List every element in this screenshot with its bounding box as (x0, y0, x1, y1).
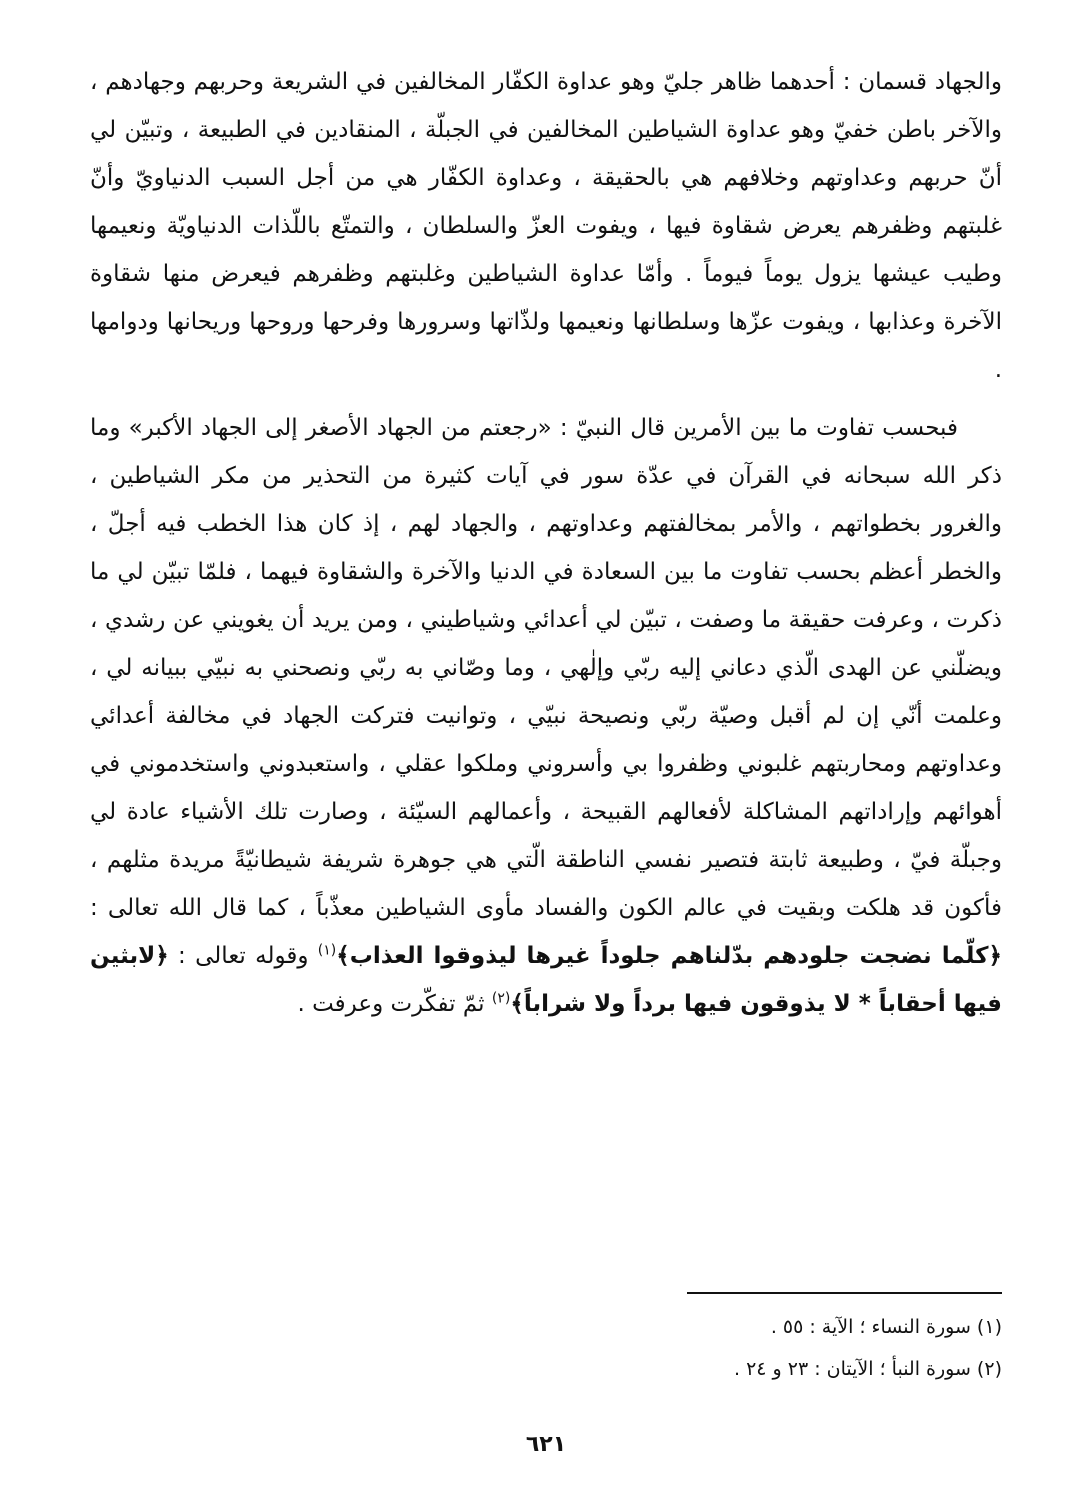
paragraph-2-text: فبحسب تفاوت ما بين الأمرين قال النبيّ : «رجعتم من الجهاد الأصغر إلى الجهاد الأكبر» وما ذكر الله سبحانه في القرآن في عدّة سور في آيات كثيرة من التحذير من مكر الشياطين ، والغرور بخطواتهم ، والأمر بمخالفتهم وعداوتهم ، والجهاد لهم ، إذ كان هذا الخطب فيه أجلّ ، والخطر أعظم بحسب تفاوت ما بين السعادة في الدنيا والآخرة والشقاوة فيهما ، فلمّا تبيّن لي ما ذكرت ، وعرفت حقيقة ما وصفت ، تبيّن لي أعدائي وشياطيني ، ومن يريد أن يغويني عن رشدي ، ويضلّني عن الهدى الّذي دعاني إليه ربّي وإلٰهي ، وما وصّاني به ربّي ونصحني به نبيّي ببيانه لي ، وعلمت أنّي إن لم أقبل وصيّة ربّي ونصيحة نبيّي ، وتوانيت فتركت الجهاد في مخالفة أعدائي وعداوتهم ومحاربتهم غلبوني وظفروا بي وأسروني وملكوا عقلي ، واستعبدوني واستخدموني في أهوائهم وإراداتهم المشاكلة لأفعالهم القبيحة ، وأعمالهم السيّئة ، وصارت تلك الأشياء عادة لي وجبلّة فيّ ، وطبيعة ثابتة فتصير نفسي الناطقة الّتي هي جوهرة شريفة شيطانيّةً مريدة مثلهم ، فأكون قد هلكت وبقيت في عالم الكون والفساد مأوى الشياطين معذّباً ، كما قال الله تعالى : (90, 415, 1002, 921)
main-text (90, 58, 1002, 1028)
footnote-divider (687, 1292, 1002, 1294)
footnote-2: (٢) سورة النبأ ؛ الآيتان : ٢٣ و ٢٤ . (733, 1358, 1002, 1380)
page-number: ٦٢١ (525, 1432, 567, 1457)
footnote-1: (١) سورة النساء ؛ الآية : ٥٥ . (770, 1316, 1002, 1338)
quran-verse-2: ﴿لابثين فيها أحقاباً * لا يذوقون فيها برداً ولا شراباً﴾ (90, 943, 1002, 1017)
paragraph-1: والجهاد قسمان : أحدهما ظاهر جليّ وهو عداوة الكفّار المخالفين في الشريعة وحربهم وجهادهم ، والآخر باطن خفيّ وهو عداوة الشياطين المخالفين في الجبلّة ، المنقادين في الطبيعة ، وتبيّن لي أنّ حربهم وعداوتهم وخلافهم هي بالحقيقة ، وعداوة الكفّار هي من أجل السبب الدنياويّ وأنّ غلبتهم وظفرهم يعرض شقاوة فيها ، ويفوت العزّ والسلطان ، والتمتّع باللّذات الدنياويّة ونعيمها وطيب عيشها يزول يوماً فيوماً . وأمّا عداوة الشياطين وغلبتهم وظفرهم فيعرض منها شقاوة الآخرة وعذابها ، ويفوت عزّها وسلطانها ونعيمها ولذّاتها وسرورها وفرحها وروحها وريحانها ودوامها . (90, 69, 1002, 383)
footnote-ref-1: (١) (317, 942, 337, 959)
quran-verse-1: ﴿كلّما نضجت جلودهم بدّلناهم جلوداً غيرها ليذوقوا العذاب﴾ (336, 943, 1002, 969)
paragraph-2 (90, 404, 1002, 1028)
paragraph-2-ending: ثمّ تفكّرت وعرفت . (297, 991, 492, 1017)
footnotes (90, 1306, 1002, 1390)
paragraph-2-connector: وقوله تعالى : (168, 943, 318, 969)
footnote-ref-2: (٢) (491, 990, 511, 1007)
